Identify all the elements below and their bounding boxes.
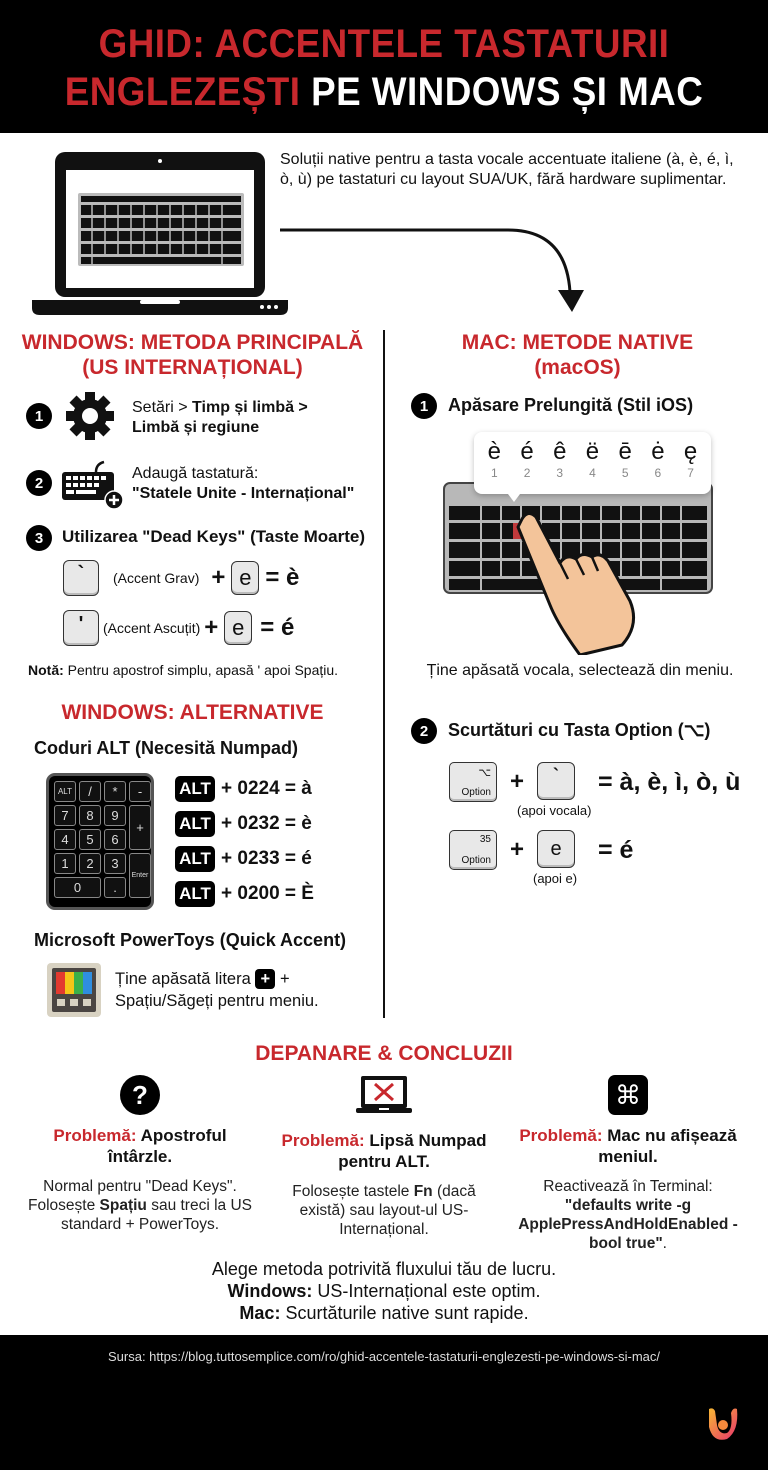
title-red-part: ENGLEZEȘTI bbox=[64, 70, 301, 114]
plus-sign: + bbox=[510, 836, 525, 863]
language-region-label: Limbă și regiune bbox=[132, 419, 260, 436]
popup-pointer bbox=[505, 490, 523, 502]
time-language-label: Timp și limbă > bbox=[192, 399, 308, 416]
column-divider bbox=[383, 330, 385, 1018]
option-number-label: 35 bbox=[479, 834, 491, 845]
numpad-key: 3 bbox=[104, 853, 126, 874]
numpad-key: ALT bbox=[54, 781, 76, 802]
alt-key-badge: ALT bbox=[175, 881, 215, 907]
grave-key: ` bbox=[63, 560, 99, 596]
conclusion-line-3: Mac: Scurtăturile native sunt rapide. bbox=[239, 1303, 529, 1323]
brand-logo-icon bbox=[703, 1405, 741, 1448]
result-e-acute: = é bbox=[598, 836, 634, 864]
problem-body: Normal pentru "Dead Keys". Folosește Spațiu sau treci la US standard + PowerToys. bbox=[28, 1178, 252, 1233]
accent-acute-label: (Accent Ascuțit) bbox=[103, 620, 201, 636]
curved-arrow-icon bbox=[278, 220, 598, 325]
e-key: e bbox=[224, 611, 252, 645]
numpad-key: Enter bbox=[129, 853, 151, 898]
keyboard-add-icon bbox=[60, 458, 126, 515]
powertoys-icon bbox=[46, 962, 102, 1023]
windows-title-line-2: (US INTERNAȚIONAL) bbox=[82, 356, 303, 379]
problem-card-apostrophe bbox=[25, 1075, 255, 1234]
numpad-key: - bbox=[129, 781, 151, 802]
title-white-part: PE WINDOWS ȘI MAC bbox=[300, 70, 704, 114]
accent-option[interactable]: ë 4 bbox=[585, 438, 600, 480]
step-number-1: 1 bbox=[26, 403, 52, 429]
alt-code-text: + 0224 = à bbox=[221, 778, 312, 799]
problem-body: Reactivează în Terminal: "defaults write -g ApplePressAndHoldEnabled -bool true". bbox=[518, 1178, 738, 1252]
title-line-1: GHID: ACCENTELE TASTATURII bbox=[98, 22, 670, 66]
conclusion-line-1: Alege metoda potrivită fluxului tău de lucru. bbox=[211, 1259, 557, 1279]
step-number-3: 3 bbox=[26, 525, 52, 551]
accent-option[interactable]: é 2 bbox=[520, 438, 534, 480]
troubleshooting-title: DEPANARE & CONCLUZII bbox=[255, 1042, 513, 1065]
note-text: Pentru apostrof simplu, apasă ' apoi Spațiu. bbox=[63, 662, 339, 678]
powertoys-title: Microsoft PowerToys (Quick Accent) bbox=[34, 930, 347, 950]
result-e-grave: = è bbox=[265, 564, 300, 591]
problem-card-numpad bbox=[269, 1075, 499, 1239]
add-keyboard-label: Adaugă tastatură: bbox=[132, 465, 259, 482]
accent-option[interactable]: ė 6 bbox=[651, 438, 665, 480]
option-key bbox=[449, 830, 497, 870]
mac-step-number-1: 1 bbox=[411, 393, 437, 419]
numpad-key: 5 bbox=[79, 829, 101, 850]
problem-title: Problemă: Apostroful întârzle. bbox=[53, 1126, 227, 1166]
step-number-2: 2 bbox=[26, 470, 52, 496]
windows-alt-title: WINDOWS: ALTERNATIVE bbox=[61, 701, 324, 724]
step1-text bbox=[132, 398, 308, 438]
plus-text: + bbox=[279, 970, 290, 988]
accent-popup-menu bbox=[474, 432, 711, 494]
numpad-illustration bbox=[46, 773, 154, 910]
numpad-key: 6 bbox=[104, 829, 126, 850]
numpad-key: + bbox=[129, 805, 151, 850]
option-symbol-icon: ⌥ bbox=[478, 767, 491, 779]
numpad-key: 8 bbox=[79, 805, 101, 826]
alt-key-badge: ALT bbox=[175, 776, 215, 802]
option-key bbox=[449, 762, 497, 802]
apostrophe-key: ' bbox=[63, 610, 99, 646]
alt-code-text: + 0232 = è bbox=[221, 813, 312, 834]
numpad-key: 2 bbox=[79, 853, 101, 874]
result-grave-vowels: = à, è, ì, ò, ù bbox=[598, 768, 741, 796]
alt-code-row bbox=[175, 811, 312, 837]
dead-key-row-grave bbox=[63, 560, 299, 596]
alt-code-text: + 0233 = é bbox=[221, 848, 312, 869]
option-shortcuts-title: Scurtături cu Tasta Option (⌥) bbox=[448, 720, 711, 740]
problem-body: Folosește tastele Fn (dacă există) sau layout-ul US-Internațional. bbox=[292, 1183, 476, 1238]
plus-sign: + bbox=[510, 768, 525, 795]
apostrophe-note bbox=[28, 662, 338, 678]
numpad-key: 7 bbox=[54, 805, 76, 826]
gear-icon bbox=[64, 390, 116, 447]
accent-grave-label: (Accent Grav) bbox=[113, 570, 200, 586]
plus-sign: + bbox=[211, 564, 226, 591]
mac-step-number-2: 2 bbox=[411, 718, 437, 744]
command-icon: ⌘ bbox=[608, 1075, 648, 1115]
dead-key-row-acute bbox=[63, 610, 294, 646]
plus-sign: + bbox=[204, 614, 219, 641]
intro-text: Soluții native pentru a tasta vocale accentuate italiene (à, è, é, ì, ò, ù) pe tastaturi cu layout SUA/UK, fără hardware suplimentar. bbox=[280, 151, 734, 188]
numpad-key: 9 bbox=[104, 805, 126, 826]
pointing-hand-icon bbox=[510, 505, 650, 660]
plus-key-badge: + bbox=[255, 969, 275, 989]
us-international-label: "Statele Unite - Internațional" bbox=[132, 485, 355, 502]
numpad-key: 0 bbox=[54, 877, 101, 898]
problem-title: Problemă: Lipsă Numpad pentru ALT. bbox=[281, 1131, 487, 1171]
header-banner bbox=[0, 0, 768, 133]
then-vowel-label: (apoi vocala) bbox=[517, 803, 592, 818]
footer bbox=[0, 1335, 768, 1470]
powertoys-instruction bbox=[115, 968, 319, 1012]
numpad-key: 1 bbox=[54, 853, 76, 874]
then-e-label: (apoi e) bbox=[533, 871, 578, 886]
grave-key: ` bbox=[537, 762, 575, 800]
option-label: Option bbox=[461, 855, 491, 866]
accent-option[interactable]: ē 5 bbox=[618, 438, 632, 480]
alt-key-badge: ALT bbox=[175, 846, 215, 872]
result-e-acute: = é bbox=[260, 614, 295, 641]
numpad-key: . bbox=[104, 877, 126, 898]
question-icon: ? bbox=[120, 1075, 160, 1115]
press-hold-title: Apăsare Prelungită (Stil iOS) bbox=[448, 395, 694, 415]
mac-title-line-2: (macOS) bbox=[534, 356, 621, 379]
numpad-key: 4 bbox=[54, 829, 76, 850]
title-line-2 bbox=[31, 68, 738, 116]
accent-option[interactable]: ê 3 bbox=[553, 438, 567, 480]
conclusion-text bbox=[0, 1258, 768, 1324]
e-key: e bbox=[537, 830, 575, 868]
alt-codes-title: Coduri ALT (Necesită Numpad) bbox=[34, 738, 299, 758]
mac-title-line-1: MAC: METODE NATIVE bbox=[461, 331, 694, 354]
alt-code-row bbox=[175, 846, 312, 872]
conclusion-line-2: Windows: US-Internațional este optim. bbox=[227, 1281, 541, 1301]
accent-option[interactable]: è 1 bbox=[487, 438, 502, 480]
e-key: e bbox=[231, 561, 259, 595]
alt-code-row bbox=[175, 881, 314, 907]
numpad-key: * bbox=[104, 781, 126, 802]
alt-key-badge: ALT bbox=[175, 811, 215, 837]
hold-letter-text: Ține apăsată litera bbox=[115, 970, 251, 988]
press-hold-caption: Ține apăsată vocala, selectează din meniu. bbox=[426, 662, 734, 679]
source-link[interactable]: Sursa: https://blog.tuttosemplice.com/ro/ghid-accentele-tastaturii-englezesti-pe-windows-si-mac/ bbox=[107, 1349, 660, 1364]
space-arrows-text: Spațiu/Săgeți pentru meniu. bbox=[115, 992, 319, 1010]
option-label: Option bbox=[461, 787, 491, 798]
windows-main-title bbox=[10, 330, 375, 380]
step2-text bbox=[132, 464, 354, 504]
numpad-key: / bbox=[79, 781, 101, 802]
problem-card-mac-menu bbox=[513, 1075, 743, 1253]
alt-code-row bbox=[175, 776, 312, 802]
laptop-error-icon bbox=[355, 1075, 413, 1115]
dead-keys-title: Utilizarea "Dead Keys" (Taste Moarte) bbox=[62, 527, 366, 546]
mac-title bbox=[395, 330, 760, 380]
note-label: Notă: bbox=[28, 662, 64, 678]
problem-title: Problemă: Mac nu afișează meniul. bbox=[519, 1126, 737, 1166]
laptop-illustration bbox=[30, 150, 290, 325]
accent-option[interactable]: ę 7 bbox=[683, 438, 698, 480]
settings-label: Setări > bbox=[132, 399, 193, 416]
alt-code-text: + 0200 = È bbox=[221, 883, 314, 904]
windows-title-line-1: WINDOWS: METODA PRINCIPALĂ bbox=[21, 331, 364, 354]
